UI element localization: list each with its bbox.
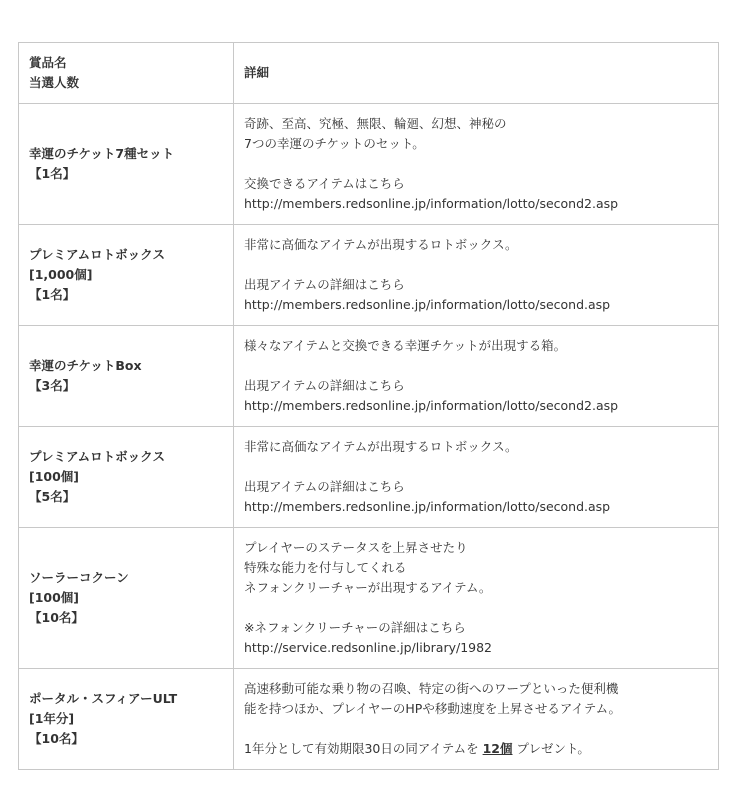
prize-name-cell <box>19 104 234 225</box>
note-highlight: 12個 <box>482 741 513 756</box>
table-header-row <box>19 43 719 104</box>
prize-name: プレミアムロトボックス <box>29 247 166 262</box>
prize-detail-cell <box>234 528 719 669</box>
prize-detail-cell <box>234 104 719 225</box>
winner-count: 【10名】 <box>29 610 84 625</box>
prize-quantity: [1年分] <box>29 711 75 726</box>
prize-name-cell <box>19 326 234 427</box>
winner-count: 【1名】 <box>29 287 76 302</box>
detail-text: 非常に高価なアイテムが出現するロトボックス。 <box>244 237 518 252</box>
prize-detail-cell <box>234 669 719 770</box>
prize-name-cell <box>19 669 234 770</box>
detail-text: 様々なアイテムと交換できる幸運チケットが出現する箱。 <box>244 338 567 353</box>
note-prefix: 1年分として有効期限30日の同アイテムを <box>244 741 483 756</box>
note-suffix: プレゼント。 <box>512 741 590 756</box>
prize-quantity: [100個] <box>29 590 80 605</box>
detail-url[interactable]: http://service.redsonline.jp/library/1982 <box>244 640 493 655</box>
prize-name-cell <box>19 528 234 669</box>
table-row <box>19 669 719 770</box>
prize-detail-cell <box>234 427 719 528</box>
detail-link-label: 出現アイテムの詳細はこちら <box>244 277 405 292</box>
detail-link-label: 出現アイテムの詳細はこちら <box>244 479 405 494</box>
detail-url[interactable]: http://members.redsonline.jp/information/lotto/second2.asp <box>244 398 619 413</box>
prize-name-cell <box>19 427 234 528</box>
header-detail: 詳細 <box>234 43 719 104</box>
header-prize-name <box>19 43 234 104</box>
winner-count: 【1名】 <box>29 166 76 181</box>
table-row <box>19 427 719 528</box>
detail-link-label: 交換できるアイテムはこちら <box>244 176 405 191</box>
detail-text: プレイヤーのステータスを上昇させたり <box>244 540 468 555</box>
header-prize-name-label: 賞品名 <box>29 55 67 70</box>
winner-count: 【3名】 <box>29 378 76 393</box>
prize-quantity: [1,000個] <box>29 267 93 282</box>
detail-url[interactable]: http://members.redsonline.jp/information/lotto/second.asp <box>244 297 611 312</box>
prize-name: ポータル・スフィアーULT <box>29 691 178 706</box>
table-row <box>19 225 719 326</box>
prize-name: 幸運のチケット7種セット <box>29 146 175 161</box>
prize-name-cell <box>19 225 234 326</box>
prize-table <box>18 42 719 770</box>
winner-count: 【5名】 <box>29 489 76 504</box>
detail-text: 奇跡、至高、究極、無限、輪廻、幻想、神秘の <box>244 116 507 131</box>
prize-detail-cell <box>234 326 719 427</box>
detail-url[interactable]: http://members.redsonline.jp/information/lotto/second2.asp <box>244 196 619 211</box>
detail-text: 高速移動可能な乗り物の召喚、特定の街へのワープといった便利機 <box>244 681 619 696</box>
detail-text: 非常に高価なアイテムが出現するロトボックス。 <box>244 439 518 454</box>
detail-text: 能を持つほか、プレイヤーのHPや移動速度を上昇させるアイテム。 <box>244 701 621 716</box>
prize-name: プレミアムロトボックス <box>29 449 166 464</box>
detail-text: 特殊な能力を付与してくれる <box>244 560 407 575</box>
table-row <box>19 104 719 225</box>
prize-name: ソーラーコクーン <box>29 570 129 585</box>
detail-url[interactable]: http://members.redsonline.jp/information/lotto/second.asp <box>244 499 611 514</box>
table-row <box>19 326 719 427</box>
detail-link-label: ※ネフォンクリーチャーの詳細はこちら <box>244 620 466 635</box>
detail-text: 7つの幸運のチケットのセット。 <box>244 136 425 151</box>
detail-note <box>244 739 708 759</box>
winner-count: 【10名】 <box>29 731 84 746</box>
table-row <box>19 528 719 669</box>
prize-name: 幸運のチケットBox <box>29 358 142 373</box>
detail-text: ネフォンクリーチャーが出現するアイテム。 <box>244 580 492 595</box>
detail-link-label: 出現アイテムの詳細はこちら <box>244 378 405 393</box>
header-winners-label: 当選人数 <box>29 75 80 90</box>
prize-quantity: [100個] <box>29 469 80 484</box>
prize-detail-cell <box>234 225 719 326</box>
